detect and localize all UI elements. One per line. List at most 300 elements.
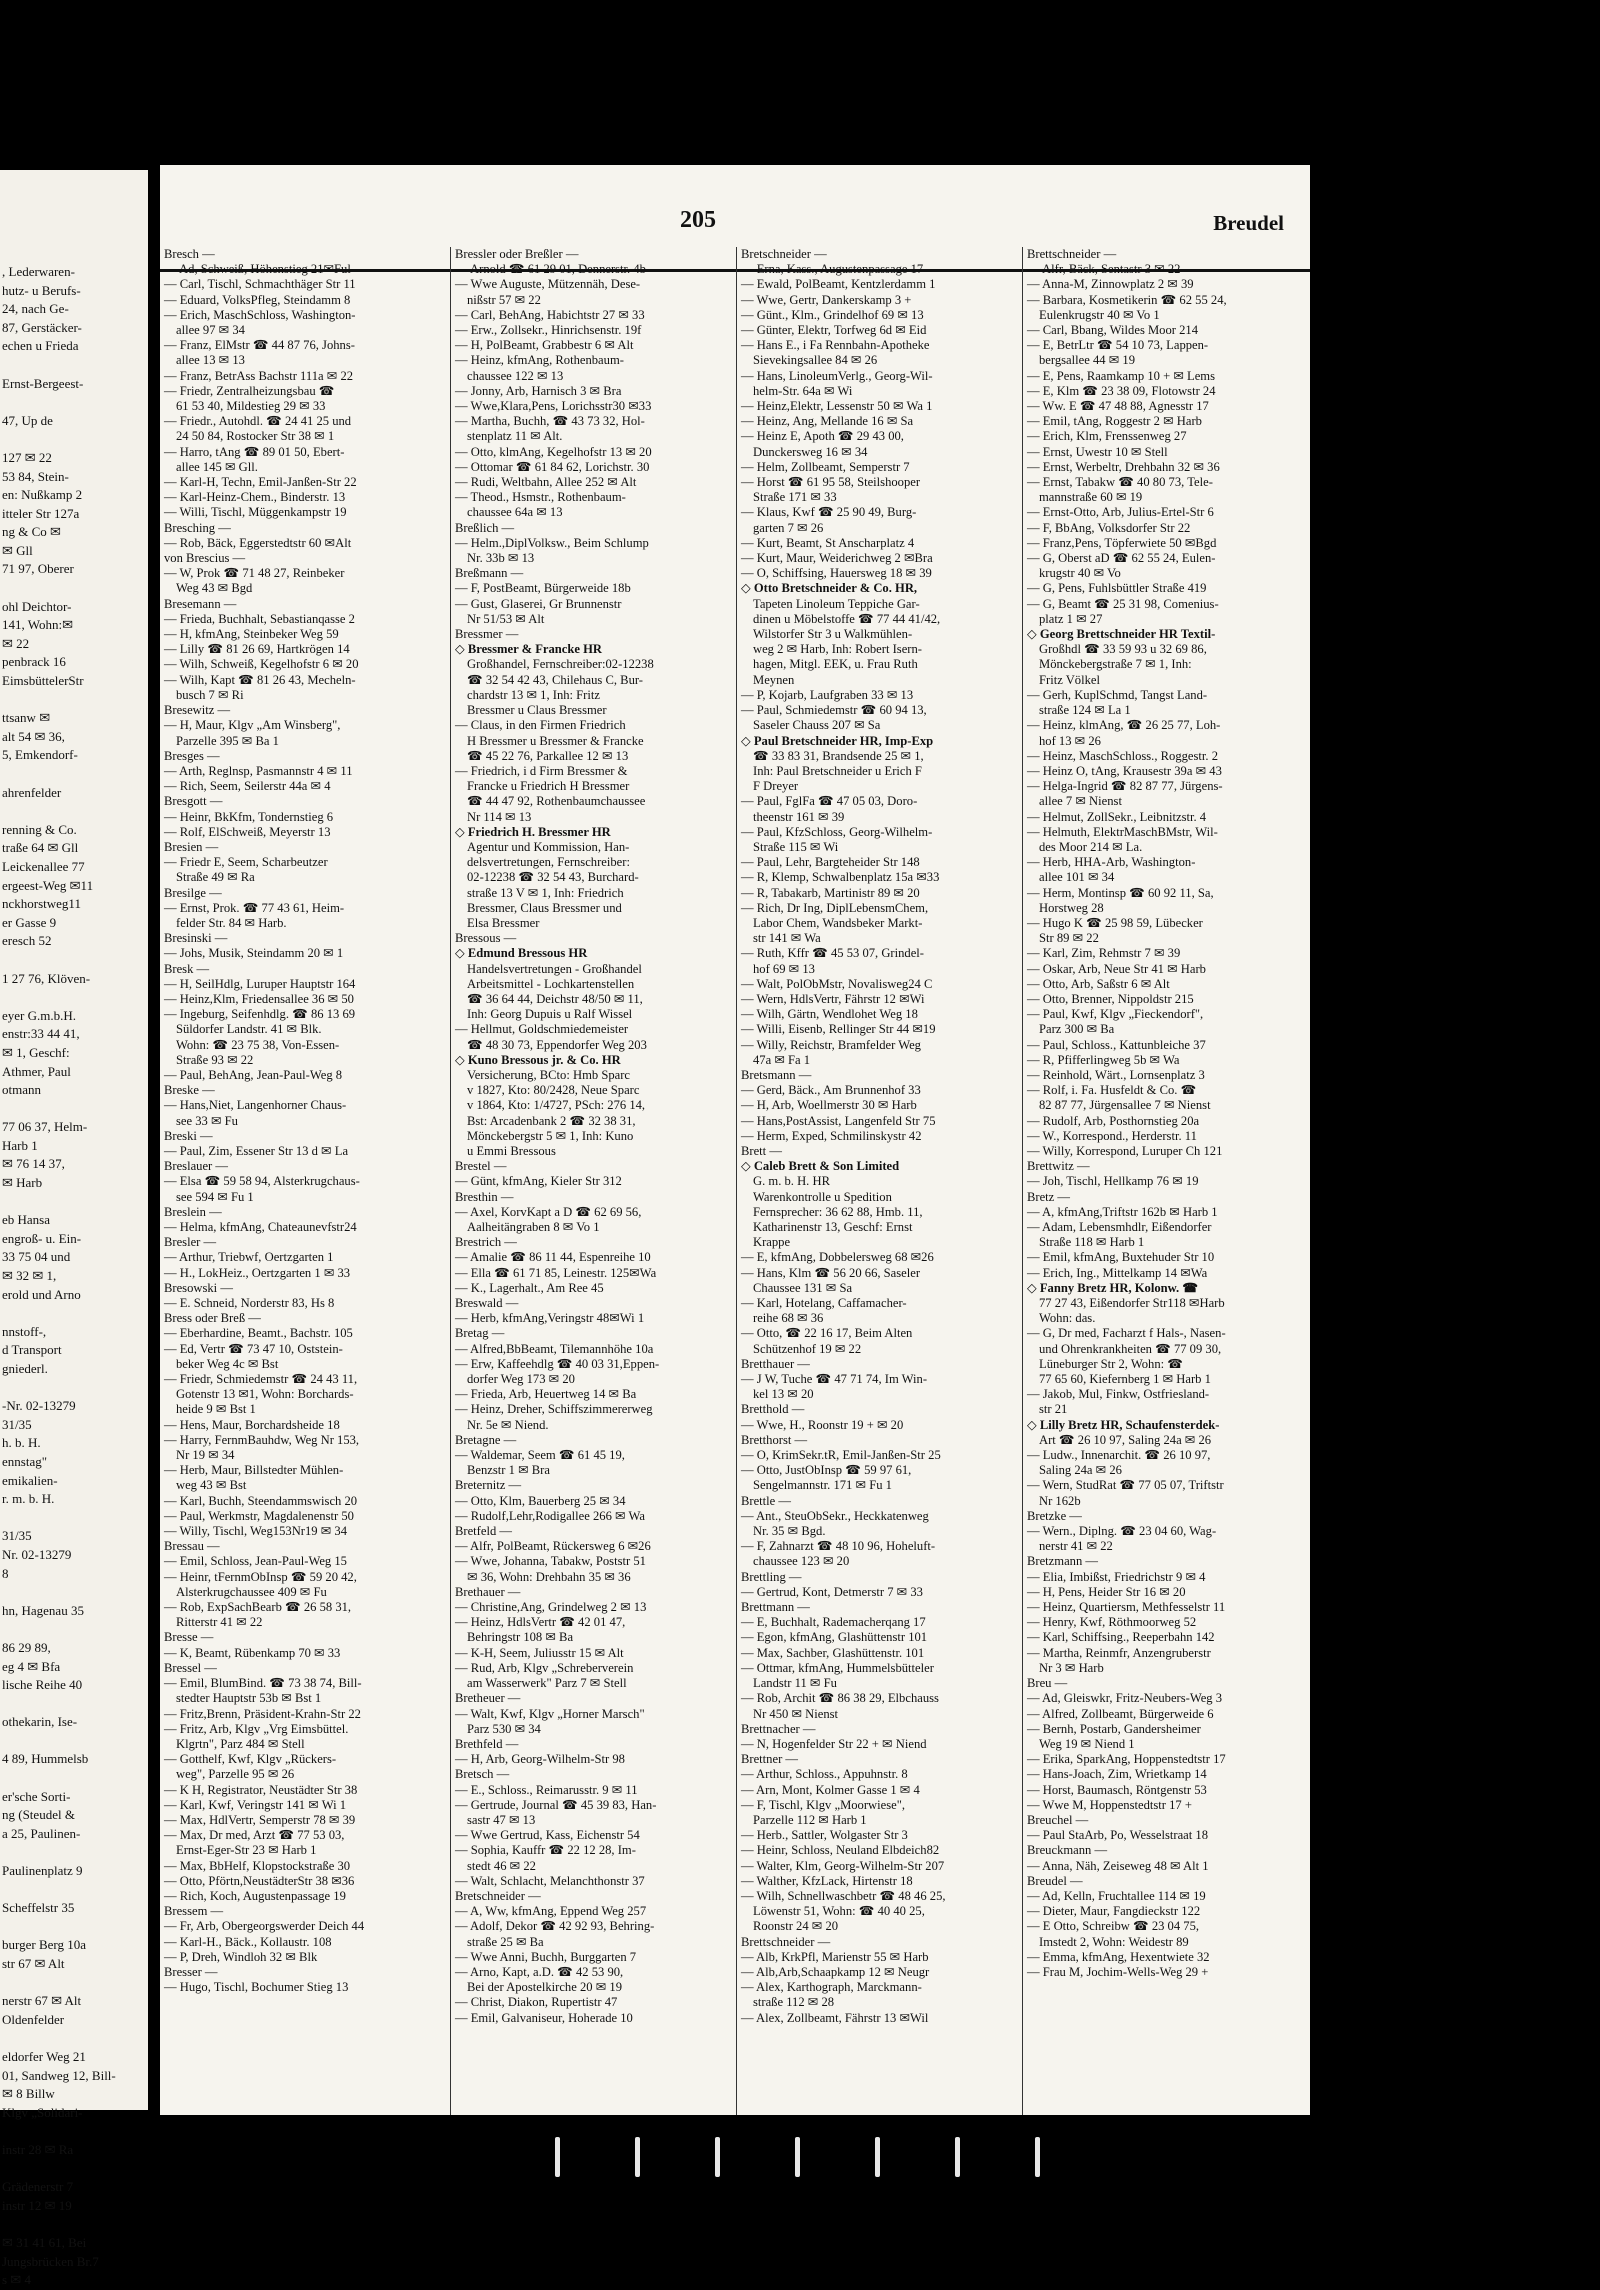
directory-entry: Tapeten Linoleum Teppiche Gar- xyxy=(753,596,920,611)
directory-entry: — Karl, Zim, Rehmstr 7 ✉ 39 xyxy=(1027,946,1181,961)
directory-entry: — Ottomar ☎ 61 84 62, Lorichstr. 30 xyxy=(455,459,650,474)
directory-entry: sastr 47 ✉ 13 xyxy=(467,1812,536,1827)
left-page-line: othekarin, Ise- xyxy=(2,1714,78,1730)
directory-entry: straße 13 V ✉ 1, Inh: Friedrich xyxy=(467,885,624,900)
directory-entry: — Otto, Brenner, Nippoldstr 215 xyxy=(1027,991,1194,1006)
binding-mark xyxy=(1035,2137,1040,2177)
directory-entry: Saseler Chauss 207 ✉ Sa xyxy=(753,718,881,733)
directory-entry: — H, SeilHdlg, Luruper Hauptstr 164 xyxy=(164,976,356,991)
firm-entry: ◇ Fanny Bretz HR, Kolonw. ☎ xyxy=(1027,1280,1199,1295)
directory-entry: — Wwe, Gertr, Dankerskamp 3 + xyxy=(741,292,912,307)
directory-entry: Fernsprecher: 36 62 88, Hmb. 11, xyxy=(753,1204,923,1219)
left-page-line xyxy=(0,951,148,970)
left-page-line xyxy=(0,1974,148,1993)
left-page-line: ergeest-Weg ✉11 xyxy=(2,877,94,893)
directory-entry: — Heinz, Quartiersm, Methfesselstr 11 xyxy=(1027,1600,1226,1615)
directory-entry: — Max, HdlVertr, Semperstr 78 ✉ 39 xyxy=(164,1812,356,1827)
directory-entry: — Heinz O, tAng, Krausestr 39a ✉ 43 xyxy=(1027,763,1222,778)
directory-entry: — O, KrimSekr.tR, Emil-Janßen-Str 25 xyxy=(741,1448,941,1463)
surname-heading: Bresching — xyxy=(164,520,231,535)
directory-entry: hof 69 ✉ 13 xyxy=(753,961,815,976)
surname-heading: Bretag — xyxy=(455,1326,505,1341)
directory-entry: — Herb, Maur, Billstedter Mühlen- xyxy=(164,1463,344,1478)
left-page-line: nnstoff-, xyxy=(2,1323,47,1339)
left-page-line: str 67 ✉ Alt xyxy=(2,1956,65,1971)
directory-entry: — Harro, tAng ☎ 89 01 50, Ebert- xyxy=(164,444,345,459)
directory-entry: kel 13 ✉ 20 xyxy=(753,1387,814,1402)
left-page-line: itteler Str 127a xyxy=(2,505,80,521)
directory-entry: hof 13 ✉ 26 xyxy=(1039,733,1101,748)
surname-heading: Bretthold — xyxy=(741,1402,805,1417)
directory-entry: — Elia, Imbißst, Friedrichstr 9 ✉ 4 xyxy=(1027,1569,1206,1584)
left-page-line: Oldenfelder xyxy=(2,2011,65,2027)
left-page-line: ✉ Harb xyxy=(2,1175,43,1191)
directory-entry: — Willy, Korrespond, Luruper Ch 121 xyxy=(1027,1143,1223,1158)
left-page-line xyxy=(0,2160,148,2179)
directory-entry: — Friedr., Autohdl. ☎ 24 41 25 und xyxy=(164,414,352,429)
directory-entry: garten 7 ✉ 26 xyxy=(753,520,824,535)
directory-entry: — Sophia, Kauffr ☎ 22 12 28, Im- xyxy=(455,1843,636,1858)
left-page-line xyxy=(0,2029,148,2048)
directory-entry: — Friedrich, i d Firm Bressmer & xyxy=(455,763,628,778)
directory-entry: Labor Chem, Wandsbeker Markt- xyxy=(753,915,923,930)
directory-entry: — Emil, Galvaniseur, Hoherade 10 xyxy=(455,2010,633,2025)
directory-entry: Wohn: ☎ 23 75 38, Von-Essen- xyxy=(176,1037,340,1052)
directory-entry: — Karl, Schiffsing., Reeperbahn 142 xyxy=(1027,1630,1215,1645)
directory-entry: 77 65 60, Kiefernberg 1 ✉ Harb 1 xyxy=(1039,1372,1211,1387)
surname-heading: Breudel — xyxy=(1027,1873,1083,1888)
left-page-line xyxy=(0,170,148,189)
directory-entry: am Wasserwerk" Parz 7 ✉ Stell xyxy=(467,1676,627,1691)
directory-entry: — Gertrude, Journal ☎ 45 39 83, Han- xyxy=(455,1797,657,1812)
directory-entry: — Paul, Werkmstr, Magdalenenstr 50 xyxy=(164,1508,354,1523)
directory-entry: — Rudi, Weltbahn, Allee 252 ✉ Alt xyxy=(455,475,637,490)
directory-entry: theenstr 161 ✉ 39 xyxy=(753,809,845,824)
directory-entry: — N, Hogenfelder Str 22 + ✉ Niend xyxy=(741,1736,927,1751)
directory-entry: — Paul, KfzSchloss, Georg-Wilhelm- xyxy=(741,824,933,839)
directory-entry: — Walt, PolObMstr, Novalisweg24 C xyxy=(741,976,933,991)
surname-heading: Bresler — xyxy=(164,1235,217,1250)
directory-entry: — Friedr, Zentralheizungsbau ☎ xyxy=(164,383,335,398)
directory-entry: — Karl-Heinz-Chem., Binderstr. 13 xyxy=(164,490,346,505)
directory-entry: — Erw., Zollsekr., Hinrichsenstr. 19f xyxy=(455,323,642,338)
directory-entry: — Willi, Eisenb, Rellinger Str 44 ✉19 xyxy=(741,1022,936,1037)
left-page-line: Ernst-Bergeest- xyxy=(2,375,84,391)
directory-entry: Parzelle 112 ✉ Harb 1 xyxy=(753,1812,867,1827)
directory-entry: — Adolf, Dekor ☎ 42 92 93, Behring- xyxy=(455,1919,655,1934)
directory-entry: — Fr, Arb, Obergeorgswerder Deich 44 xyxy=(164,1919,365,1934)
directory-entry: — Theod., Hsmstr., Rothenbaum- xyxy=(455,490,626,505)
directory-entry: Inh: Paul Bretschneider u Erich F xyxy=(753,763,922,778)
directory-entry: — Bernh, Postarb, Gandersheimer xyxy=(1027,1721,1201,1736)
directory-entry: — A, Ww, kfmAng, Eppend Weg 257 xyxy=(455,1904,647,1919)
left-page-line: ng (Steudel & xyxy=(2,1807,75,1823)
directory-entry: — Helma, kfmAng, Chateaunevfstr24 xyxy=(164,1220,357,1234)
left-page-line: 141, Wohn:✉ xyxy=(2,617,73,633)
left-page-line: lische Reihe 40 xyxy=(2,1677,83,1693)
directory-entry: Parz 300 ✉ Ba xyxy=(1039,1022,1115,1037)
directory-entry: — Ernst, Uwestr 10 ✉ Stell xyxy=(1027,444,1168,459)
directory-entry: platz 1 ✉ 27 xyxy=(1039,611,1103,626)
directory-entry: stenplatz 11 ✉ Alt. xyxy=(467,429,563,444)
directory-entry: — H, PolBeamt, Grabbestr 6 ✉ Alt xyxy=(455,338,634,353)
directory-entry: Agentur und Kommission, Han- xyxy=(467,839,630,854)
left-page-line: eresch 52 xyxy=(2,933,52,949)
directory-entry: Eulenkrugstr 40 ✉ Vo 1 xyxy=(1039,307,1160,322)
directory-entry: — Wwe Anni, Buchh, Burggarten 7 xyxy=(455,1949,637,1964)
left-page-line: Nr. 02-13279 xyxy=(2,1546,72,1562)
directory-entry: Chaussee 131 ✉ Sa xyxy=(753,1280,853,1295)
directory-entry: — Rudolf,Lehr,Rodigallee 266 ✉ Wa xyxy=(455,1508,645,1523)
directory-entry: — Helm.,DiplVolksw., Beim Schlump xyxy=(455,535,649,550)
left-page-line: gniederl. xyxy=(2,1361,48,1376)
directory-entry: Krappe xyxy=(753,1235,791,1250)
directory-entry: allee 13 ✉ 13 xyxy=(176,353,245,368)
directory-entry: — Alex, Karthograph, Marckmann- xyxy=(741,1980,922,1995)
directory-entry: Bst: Arcadenbank 2 ☎ 32 38 31, xyxy=(467,1113,636,1128)
surname-heading: Bretfeld — xyxy=(455,1524,513,1539)
left-page-line: penbrack 16 xyxy=(2,654,66,670)
directory-entry: — E, Klm ☎ 23 38 09, Flotowstr 24 xyxy=(1027,383,1216,398)
surname-heading: Brethauer — xyxy=(455,1584,521,1599)
directory-entry: — Emil, BlumBind. ☎ 73 38 74, Bill- xyxy=(164,1676,362,1691)
left-page-line: ennstag" xyxy=(2,1453,48,1469)
directory-entry: — Wwe, Johanna, Tabakw, Poststr 51 xyxy=(455,1554,646,1569)
directory-entry: Nr. 5e ✉ Niend. xyxy=(467,1417,549,1432)
directory-entry: — Herb, HHA-Arb, Washington- xyxy=(1027,855,1196,870)
directory-entry: ☎ 45 22 76, Parkallee 12 ✉ 13 xyxy=(467,748,629,763)
directory-entry: Roonstr 24 ✉ 20 xyxy=(753,1919,839,1934)
directory-entry: — Franz,Pens, Töpferwiete 50 ✉Bgd xyxy=(1027,535,1217,550)
left-page-line xyxy=(0,2215,148,2234)
left-page-line: 86 29 89, xyxy=(2,1639,51,1655)
directory-entry: — Wwe Gertrud, Kass, Eichenstr 54 xyxy=(455,1828,640,1843)
directory-entry: — Wwe Auguste, Mützennäh, Dese- xyxy=(455,277,641,292)
directory-entry: — H., LokHeiz., Oertzgarten 1 ✉ 33 xyxy=(164,1265,351,1280)
directory-entry: — Kurt, Maur, Weiderichweg 2 ✉Bra xyxy=(741,551,933,566)
directory-entry: Fritz Völkel xyxy=(1039,672,1100,687)
directory-entry: — G, Pens, Fuhlsbüttler Straße 419 xyxy=(1027,581,1207,596)
directory-entry: — Paul, FglFa ☎ 47 05 03, Doro- xyxy=(741,794,918,809)
directory-entry: chaussee 123 ✉ 20 xyxy=(753,1554,850,1569)
left-page-line: echen u Frieda xyxy=(2,338,79,354)
directory-entry: — Otto, JustObInsp ☎ 59 97 61, xyxy=(741,1463,912,1478)
directory-entry: — Christ, Diakon, Rupertistr 47 xyxy=(455,1995,618,2010)
directory-entry: straße 112 ✉ 28 xyxy=(753,1995,835,2010)
left-page-line: ohl Deichtor- xyxy=(2,598,72,614)
left-page-line: Leickenallee 77 xyxy=(2,858,85,874)
left-page-line: hn, Hagenau 35 xyxy=(2,1602,84,1618)
directory-entry: — Wilh, Gärtn, Wendlohet Weg 18 xyxy=(741,1007,918,1022)
left-page-line xyxy=(0,1918,148,1937)
directory-column-4 xyxy=(1022,247,1302,2115)
directory-entry: 02-12238 ☎ 32 54 43, Burchard- xyxy=(467,870,639,885)
directory-entry: — Harry, FernmBauhdw, Weg Nr 153, xyxy=(164,1432,360,1447)
directory-entry: — Frieda, Arb, Heuertweg 14 ✉ Ba xyxy=(455,1387,637,1402)
directory-entry: — A, kfmAng,Triftstr 162b ✉ Harb 1 xyxy=(1027,1204,1218,1219)
surname-heading: Brestel — xyxy=(455,1159,507,1174)
directory-entry: — Max, Sachber, Glashüttenstr. 101 xyxy=(741,1645,925,1660)
directory-entry: — Ant., SteuObSekr., Heckkatenweg xyxy=(741,1508,929,1523)
directory-entry: — Jonny, Arb, Harnisch 3 ✉ Bra xyxy=(455,383,622,398)
directory-entry: Bressmer u Claus Bressmer xyxy=(467,703,607,718)
directory-entry: — Fritz,Brenn, Präsident-Krahn-Str 22 xyxy=(164,1706,361,1721)
directory-entry: — Rich, Seem, Seilerstr 44a ✉ 4 xyxy=(164,779,331,794)
directory-entry: Nr 162b xyxy=(1039,1493,1081,1508)
directory-entry: — Ottmar, kfmAng, Hummelsbütteler xyxy=(741,1660,934,1675)
left-page-line: nckhorstweg11 xyxy=(2,896,81,912)
directory-entry: — Fritz, Arb, Klgv „Vrg Eimsbüttel. xyxy=(164,1721,349,1736)
left-page-line: Jungsbrücken Br.7 xyxy=(2,2253,99,2269)
directory-entry: Straße 171 ✉ 33 xyxy=(753,490,837,505)
directory-entry: nerstr 41 ✉ 22 xyxy=(1039,1539,1113,1554)
surname-heading: Brettle — xyxy=(741,1493,792,1508)
left-page-line xyxy=(0,1379,148,1398)
directory-entry: Straße 115 ✉ Wi xyxy=(753,839,839,854)
firm-entry: ◇ Edmund Bressous HR xyxy=(455,946,588,961)
directory-entry: — H, Arb, Georg-Wilhelm-Str 98 xyxy=(455,1752,625,1767)
directory-entry: — Gertrud, Kont, Detmerstr 7 ✉ 33 xyxy=(741,1584,923,1599)
left-page-line xyxy=(0,244,148,263)
directory-entry: — E Otto, Schreibw ☎ 23 04 75, xyxy=(1027,1919,1200,1934)
directory-entry: Ernst-Eger-Str 23 ✉ Harb 1 xyxy=(176,1843,317,1858)
surname-heading: Brettwitz — xyxy=(1027,1159,1090,1174)
surname-heading: Bretz — xyxy=(1027,1189,1071,1204)
directory-entry: — Wwe,Klara,Pens, Lorichsstr30 ✉33 xyxy=(455,399,652,414)
directory-entry: — Wilh, Kapt ☎ 81 26 43, Mecheln- xyxy=(164,672,356,687)
directory-entry: Parz 530 ✉ 34 xyxy=(467,1721,541,1736)
directory-entry: — Carl, Tischl, Schmachthäger Str 11 xyxy=(164,277,356,292)
left-page-line xyxy=(0,1695,148,1714)
directory-entry: — Ad, Gleiswkr, Fritz-Neubers-Weg 3 xyxy=(1027,1691,1223,1706)
directory-entry: — Erich, MaschSchloss, Washington- xyxy=(164,307,356,322)
directory-entry: F Dreyer xyxy=(753,779,799,794)
directory-entry: — Hans-Joach, Zim, Wrietkamp 14 xyxy=(1027,1767,1207,1782)
left-page-line: a 25, Paulinen- xyxy=(2,1825,81,1841)
directory-entry: des Moor 214 ✉ La. xyxy=(1039,839,1143,854)
left-page-line xyxy=(0,988,148,1007)
surname-heading: Brettschneider — xyxy=(1027,247,1117,261)
directory-entry: Warenkontrolle u Spedition xyxy=(753,1189,892,1204)
directory-entry: Schützenhof 19 ✉ 22 xyxy=(753,1341,862,1356)
left-page-line: 31/35 xyxy=(2,1416,32,1432)
directory-entry: — Hans,PostAssist, Langenfeld Str 75 xyxy=(741,1113,936,1128)
directory-entry: — Erna, Kass., Augustenpassage 17 xyxy=(741,262,924,277)
directory-entry: — Helga-Ingrid ☎ 82 87 77, Jürgens- xyxy=(1027,779,1223,794)
directory-entry: — Anna-M, Zinnowplatz 2 ✉ 39 xyxy=(1027,277,1194,292)
left-page-line: 33 75 04 und xyxy=(2,1249,71,1265)
directory-entry: v 1827, Kto: 80/2428, Neue Sparc xyxy=(467,1083,640,1098)
left-page-line: en: Nußkamp 2 xyxy=(2,487,83,503)
left-page-line: ✉ 31 41 61, Bei xyxy=(2,2234,87,2250)
directory-entry: — Arth, Reglnsp, Pasmannstr 4 ✉ 11 xyxy=(164,763,353,778)
directory-entry: — G, Beamt ☎ 25 31 98, Comenius- xyxy=(1027,596,1219,611)
directory-entry: dinen u Möbelstoffe ☎ 77 44 41/42, xyxy=(753,611,941,626)
directory-entry: — Hans, LinoleumVerlg., Georg-Wil- xyxy=(741,368,933,383)
directory-entry: u Emmi Bressous xyxy=(467,1143,556,1158)
directory-entry: 82 87 77, Jürgensallee 7 ✉ Nienst xyxy=(1039,1098,1211,1113)
directory-entry: — K H, Registrator, Neustädter Str 38 xyxy=(164,1782,358,1797)
surname-heading: Brettling — xyxy=(741,1569,802,1584)
directory-entry: — Walter, Klm, Georg-Wilhelm-Str 207 xyxy=(741,1858,945,1873)
directory-entry: — Otto, Klm, Bauerberg 25 ✉ 34 xyxy=(455,1493,626,1508)
surname-heading: Bresgott — xyxy=(164,794,223,809)
directory-entry: — Wern, HdlsVertr, Fährstr 12 ✉Wi xyxy=(741,991,925,1006)
left-page-line: hutz- u Berufs- xyxy=(2,282,81,298)
directory-entry: Francke u Friedrich H Bressmer xyxy=(467,779,630,794)
directory-entry: — Joh, Tischl, Hellkamp 76 ✉ 19 xyxy=(1027,1174,1199,1189)
directory-entry: Imstedt 2, Wohn: Weidestr 89 xyxy=(1039,1934,1189,1949)
directory-entry: Saling 24a ✉ 26 xyxy=(1039,1463,1122,1478)
surname-heading: Bressous — xyxy=(455,931,517,946)
left-page-line: Paulinenplatz 9 xyxy=(2,1863,83,1879)
directory-entry: — H, Maur, Klgv „Am Winsberg", xyxy=(164,718,341,733)
directory-entry: — Ruth, Kffr ☎ 45 53 07, Grindel- xyxy=(741,946,925,961)
binding-mark xyxy=(635,2137,640,2177)
directory-entry: Parzelle 395 ✉ Ba 1 xyxy=(176,733,279,748)
directory-entry: Bei der Apostelkirche 20 ✉ 19 xyxy=(467,1980,622,1995)
directory-entry: Nr 19 ✉ 34 xyxy=(176,1448,235,1463)
surname-heading: von Brescius — xyxy=(164,551,246,566)
directory-entry: — Hans,Niet, Langenhorner Chaus- xyxy=(164,1098,347,1113)
directory-entry: Nr 3 ✉ Harb xyxy=(1039,1660,1104,1675)
directory-entry: — Adam, Lebensmhdlr, Eißendorfer xyxy=(1027,1220,1212,1234)
directory-entry: — Otto, Pförtn,NeustädterStr 38 ✉36 xyxy=(164,1873,355,1888)
directory-entry: ☎ 33 83 31, Brandsende 25 ✉ 1, xyxy=(753,748,924,763)
directory-entry: — Frau M, Jochim-Wells-Weg 29 + xyxy=(1027,1964,1209,1979)
directory-entry: Arbeitsmittel - Lochkartenstellen xyxy=(467,976,635,991)
page-number: 205 xyxy=(680,207,716,233)
directory-entry: — Erika, SparkAng, Hoppenstedtstr 17 xyxy=(1027,1752,1226,1767)
left-page-line: 71 97, Oberer xyxy=(2,561,74,577)
surname-heading: Breske — xyxy=(164,1083,215,1098)
directory-entry: helm-Str. 64a ✉ Wi xyxy=(753,383,853,398)
left-page-line xyxy=(0,691,148,710)
directory-entry: Nr 114 ✉ 13 xyxy=(467,809,532,824)
directory-entry: — E, Pens, Raamkamp 10 + ✉ Lems xyxy=(1027,368,1215,383)
directory-entry: stedter Hauptstr 53b ✉ Bst 1 xyxy=(176,1691,322,1706)
directory-entry: — Alfred,BbBeamt, Tilemannhöhe 10a xyxy=(455,1341,654,1356)
directory-column-1 xyxy=(164,247,439,2115)
left-page-line: , Lederwaren- xyxy=(2,263,75,279)
left-page-line: eg 4 ✉ Bfa xyxy=(2,1658,61,1674)
directory-entry: — Paul, Kwf, Klgv „Fieckendorf", xyxy=(1027,1007,1204,1022)
left-page-line: emikalien- xyxy=(2,1472,58,1488)
surname-heading: Bresthin — xyxy=(455,1189,514,1204)
binding-mark xyxy=(955,2137,960,2177)
directory-entry: — G, Oberst aD ☎ 62 55 24, Eulen- xyxy=(1027,551,1216,566)
directory-entry: — Willy, Reichstr, Bramfelder Weg xyxy=(741,1037,921,1052)
directory-entry: — Karl-H., Bäck., Kollaustr. 108 xyxy=(164,1934,332,1949)
directory-entry: — Rich, Koch, Augustenpassage 19 xyxy=(164,1888,346,1903)
directory-entry: Alsterkrugchaussee 409 ✉ Fu xyxy=(176,1584,327,1599)
directory-entry: — Karl, Buchh, Steendammswisch 20 xyxy=(164,1493,358,1508)
left-page-line: burger Berg 10a xyxy=(2,1937,86,1953)
directory-entry: felder Str. 84 ✉ Harb. xyxy=(176,915,287,930)
directory-entry: — Carl, BehAng, Habichtstr 27 ✉ 33 xyxy=(455,307,645,322)
directory-entry: Weg 43 ✉ Bgd xyxy=(176,581,253,596)
directory-entry: — Heinr, Schloss, Neuland Elbdeich82 xyxy=(741,1843,940,1858)
directory-entry: Behringstr 108 ✉ Ba xyxy=(467,1630,574,1645)
directory-entry: — Wilh, Schnellwaschbetr ☎ 48 46 25, xyxy=(741,1888,946,1903)
directory-entry: Versicherung, BCto: Hmb Sparc xyxy=(467,1067,630,1082)
directory-entry: — Heinz, HdlsVertr ☎ 42 01 47, xyxy=(455,1615,626,1630)
directory-entry: heide 9 ✉ Bst 1 xyxy=(176,1402,256,1417)
left-page-line: 01, Sandweg 12, Bill- xyxy=(2,2067,116,2083)
left-page-line: ✉ Gll xyxy=(2,542,33,558)
directory-entry: — Ww. E ☎ 47 48 88, Agnesstr 17 xyxy=(1027,399,1209,414)
directory-entry: — Alfr, PolBeamt, Rückersweg 6 ✉26 xyxy=(455,1539,651,1554)
left-page-line: 31/35 xyxy=(2,1528,32,1544)
directory-entry: — Eberhardine, Beamt., Bachstr. 105 xyxy=(164,1326,353,1341)
directory-entry: — Rudolf, Arb, Posthornstieg 20a xyxy=(1027,1113,1200,1128)
directory-entry: straße 124 ✉ La 1 xyxy=(1039,703,1131,718)
directory-entry: — Helm, Zollbeamt, Semperstr 7 xyxy=(741,459,910,474)
directory-entry: — Paul, Schmiedemstr ☎ 60 94 13, xyxy=(741,703,927,718)
directory-entry: stedt 46 ✉ 22 xyxy=(467,1858,536,1873)
directory-entry: Bressmer, Claus Bressmer und xyxy=(467,900,622,915)
directory-entry: — K-H, Seem, Juliusstr 15 ✉ Alt xyxy=(455,1645,624,1660)
directory-entry: allee 7 ✉ Nienst xyxy=(1039,794,1122,809)
directory-entry: — P, Kojarb, Laufgraben 33 ✉ 13 xyxy=(741,687,914,702)
left-page-strip xyxy=(0,170,148,2288)
surname-heading: Brettmann — xyxy=(741,1600,810,1615)
left-page-line: 53 84, Stein- xyxy=(2,468,69,484)
directory-entry: — K, Beamt, Rübenkamp 70 ✉ 33 xyxy=(164,1645,341,1660)
directory-entry: — Ad, Schweiß, Höhenstieg 21✉Ful xyxy=(164,262,351,277)
directory-entry: Mönckebergstraße 7 ✉ 1, Inh: xyxy=(1039,657,1192,672)
directory-entry: — Friedr E, Seem, Scharbeutzer xyxy=(164,855,328,870)
directory-entry: — Franz, ElMstr ☎ 44 87 76, Johns- xyxy=(164,338,355,353)
surname-heading: Brethfeld — xyxy=(455,1736,519,1751)
left-page-line xyxy=(0,1509,148,1528)
directory-entry: ☎ 36 64 44, Deichstr 48/50 ✉ 11, xyxy=(467,991,643,1006)
left-page-line: 47, Up de xyxy=(2,412,53,428)
directory-entry: — Heinz,Klm, Friedensallee 36 ✉ 50 xyxy=(164,991,354,1006)
surname-heading: Breslein — xyxy=(164,1204,222,1219)
directory-entry: nißstr 57 ✉ 22 xyxy=(467,292,541,307)
directory-entry: — Gust, Glaserei, Gr Brunnenstr xyxy=(455,596,622,611)
directory-entry: — Gerh, KuplSchmd, Tangst Land- xyxy=(1027,687,1208,702)
left-page-line: 24, nach Ge- xyxy=(2,301,69,317)
directory-entry: — Barbara, Kosmetikerin ☎ 62 55 24, xyxy=(1027,292,1227,307)
left-page-line: Scheffelstr 35 xyxy=(2,1900,75,1916)
surname-heading: Bretsmann — xyxy=(741,1067,812,1082)
directory-entry: — E, kfmAng, Dobbelersweg 68 ✉26 xyxy=(741,1250,934,1265)
directory-entry: Nr 450 ✉ Nienst xyxy=(753,1706,839,1721)
directory-entry: — Carl, Bbang, Wildes Moor 214 xyxy=(1027,323,1199,338)
directory-entry: — E, BetrLtr ☎ 54 10 73, Lappen- xyxy=(1027,338,1209,353)
directory-entry: — H, kfmAng, Steinbeker Weg 59 xyxy=(164,627,339,642)
binding-edge xyxy=(545,2125,1105,2177)
directory-entry: Nr. 35 ✉ Bgd. xyxy=(753,1524,826,1539)
directory-entry: — Karl, Kwf, Veringstr 141 ✉ Wi 1 xyxy=(164,1797,347,1812)
directory-entry: — Hens, Maur, Borchardsheide 18 xyxy=(164,1417,340,1432)
firm-entry: ◇ Paul Bretschneider HR, Imp-Exp xyxy=(741,733,934,748)
directory-columns xyxy=(160,247,1310,2115)
directory-entry: — Ad, Kelln, Fruchtallee 114 ✉ 19 xyxy=(1027,1888,1206,1903)
directory-entry: — Gotthelf, Kwf, Klgv „Rückers- xyxy=(164,1752,337,1767)
directory-entry: weg 2 ✉ Harb, Inh: Robert Isern- xyxy=(753,642,922,657)
directory-entry: busch 7 ✉ Ri xyxy=(176,687,244,702)
surname-heading: Bretschneider — xyxy=(455,1888,541,1903)
directory-entry: — Emil, Schloss, Jean-Paul-Weg 15 xyxy=(164,1554,347,1569)
left-page-line: instr 28 ✉ Ra xyxy=(2,2141,74,2157)
directory-entry: delsvertretungen, Fernschreiber: xyxy=(467,855,630,870)
directory-entry: — Martha, Buchh, ☎ 43 73 32, Hol- xyxy=(455,414,645,429)
left-page-line: 5, Emkendorf- xyxy=(2,747,78,763)
directory-entry: — Erich, Klm, Frenssenweg 27 xyxy=(1027,429,1187,444)
